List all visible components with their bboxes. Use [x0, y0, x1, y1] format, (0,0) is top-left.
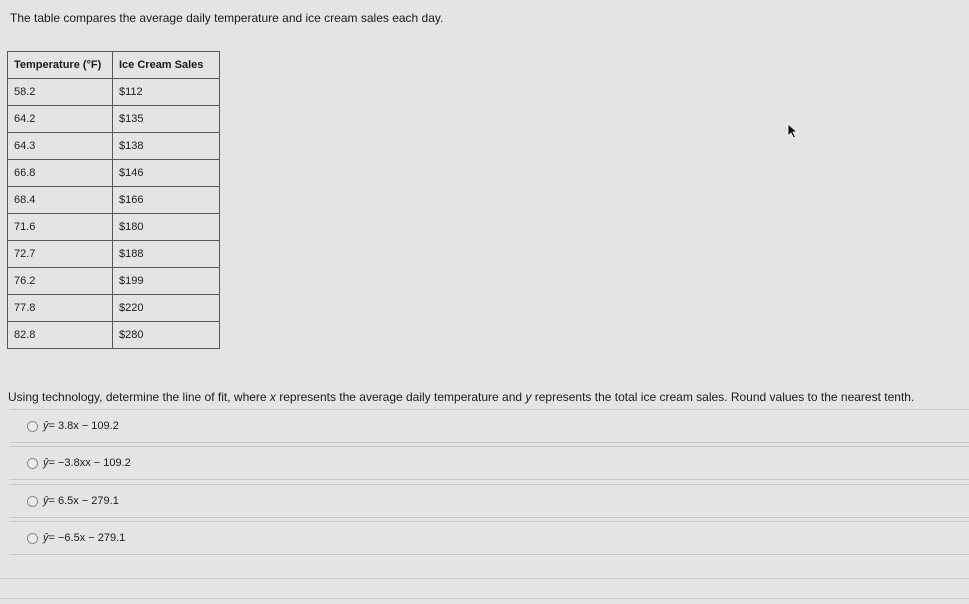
- y-hat-symbol: ŷ: [43, 495, 49, 507]
- question-part: represents the total ice cream sales. Round values to the nearest tenth.: [531, 390, 915, 404]
- column-header-sales: Ice Cream Sales: [113, 52, 220, 79]
- divider: [0, 598, 969, 599]
- table-row: [8, 160, 220, 187]
- sales-cell: $135: [113, 106, 220, 133]
- variable-x: x: [269, 390, 276, 404]
- sales-cell: $188: [113, 241, 220, 268]
- sales-cell: $180: [113, 214, 220, 241]
- table-row: [8, 295, 220, 322]
- table-row: [8, 106, 220, 133]
- choice-equation: = 6.5x − 279.1: [48, 495, 119, 507]
- temperature-cell: 68.4: [8, 187, 113, 214]
- mouse-pointer-icon: [787, 123, 799, 144]
- table-row: [8, 187, 220, 214]
- radio-button[interactable]: [27, 458, 38, 469]
- table-row: [8, 133, 220, 160]
- choice-equation: = −6.5x − 279.1: [48, 532, 126, 544]
- temperature-cell: 58.2: [8, 79, 113, 106]
- variable-y: y: [525, 390, 532, 404]
- divider: [0, 578, 969, 579]
- question-text: [8, 390, 914, 404]
- sales-cell: $220: [113, 295, 220, 322]
- table-row: [8, 241, 220, 268]
- temperature-cell: 77.8: [8, 295, 113, 322]
- temperature-cell: 72.7: [8, 241, 113, 268]
- choice-equation: = 3.8x − 109.2: [48, 420, 119, 432]
- answer-choice-3[interactable]: [10, 484, 969, 518]
- sales-cell: $199: [113, 268, 220, 295]
- column-header-temperature: Temperature (°F): [8, 52, 113, 79]
- data-table: [7, 51, 220, 349]
- sales-cell: $146: [113, 160, 220, 187]
- table-row: [8, 268, 220, 295]
- intro-text: The table compares the average daily temperature and ice cream sales each day.: [10, 11, 444, 25]
- choice-equation: = −3.8xx − 109.2: [48, 457, 131, 469]
- question-part: represents the average daily temperature and: [275, 390, 526, 404]
- sales-cell: $112: [113, 79, 220, 106]
- table-row: [8, 79, 220, 106]
- y-hat-symbol: ŷ: [43, 532, 49, 544]
- sales-cell: $280: [113, 322, 220, 349]
- sales-cell: $138: [113, 133, 220, 160]
- table-row: [8, 214, 220, 241]
- table-row: [8, 322, 220, 349]
- temperature-cell: 71.6: [8, 214, 113, 241]
- radio-button[interactable]: [27, 496, 38, 507]
- answer-choice-4[interactable]: [10, 521, 969, 555]
- radio-button[interactable]: [27, 533, 38, 544]
- temperature-cell: 76.2: [8, 268, 113, 295]
- answer-choice-2[interactable]: [10, 446, 969, 480]
- answer-choice-1[interactable]: [10, 409, 969, 443]
- temperature-cell: 66.8: [8, 160, 113, 187]
- radio-button[interactable]: [27, 421, 38, 432]
- table-header-row: [8, 52, 220, 79]
- y-hat-symbol: ŷ: [43, 420, 49, 432]
- y-hat-symbol: ŷ: [43, 457, 49, 469]
- sales-cell: $166: [113, 187, 220, 214]
- temperature-cell: 64.3: [8, 133, 113, 160]
- temperature-cell: 82.8: [8, 322, 113, 349]
- temperature-cell: 64.2: [8, 106, 113, 133]
- question-part: Using technology, determine the line of fit, where: [8, 390, 270, 404]
